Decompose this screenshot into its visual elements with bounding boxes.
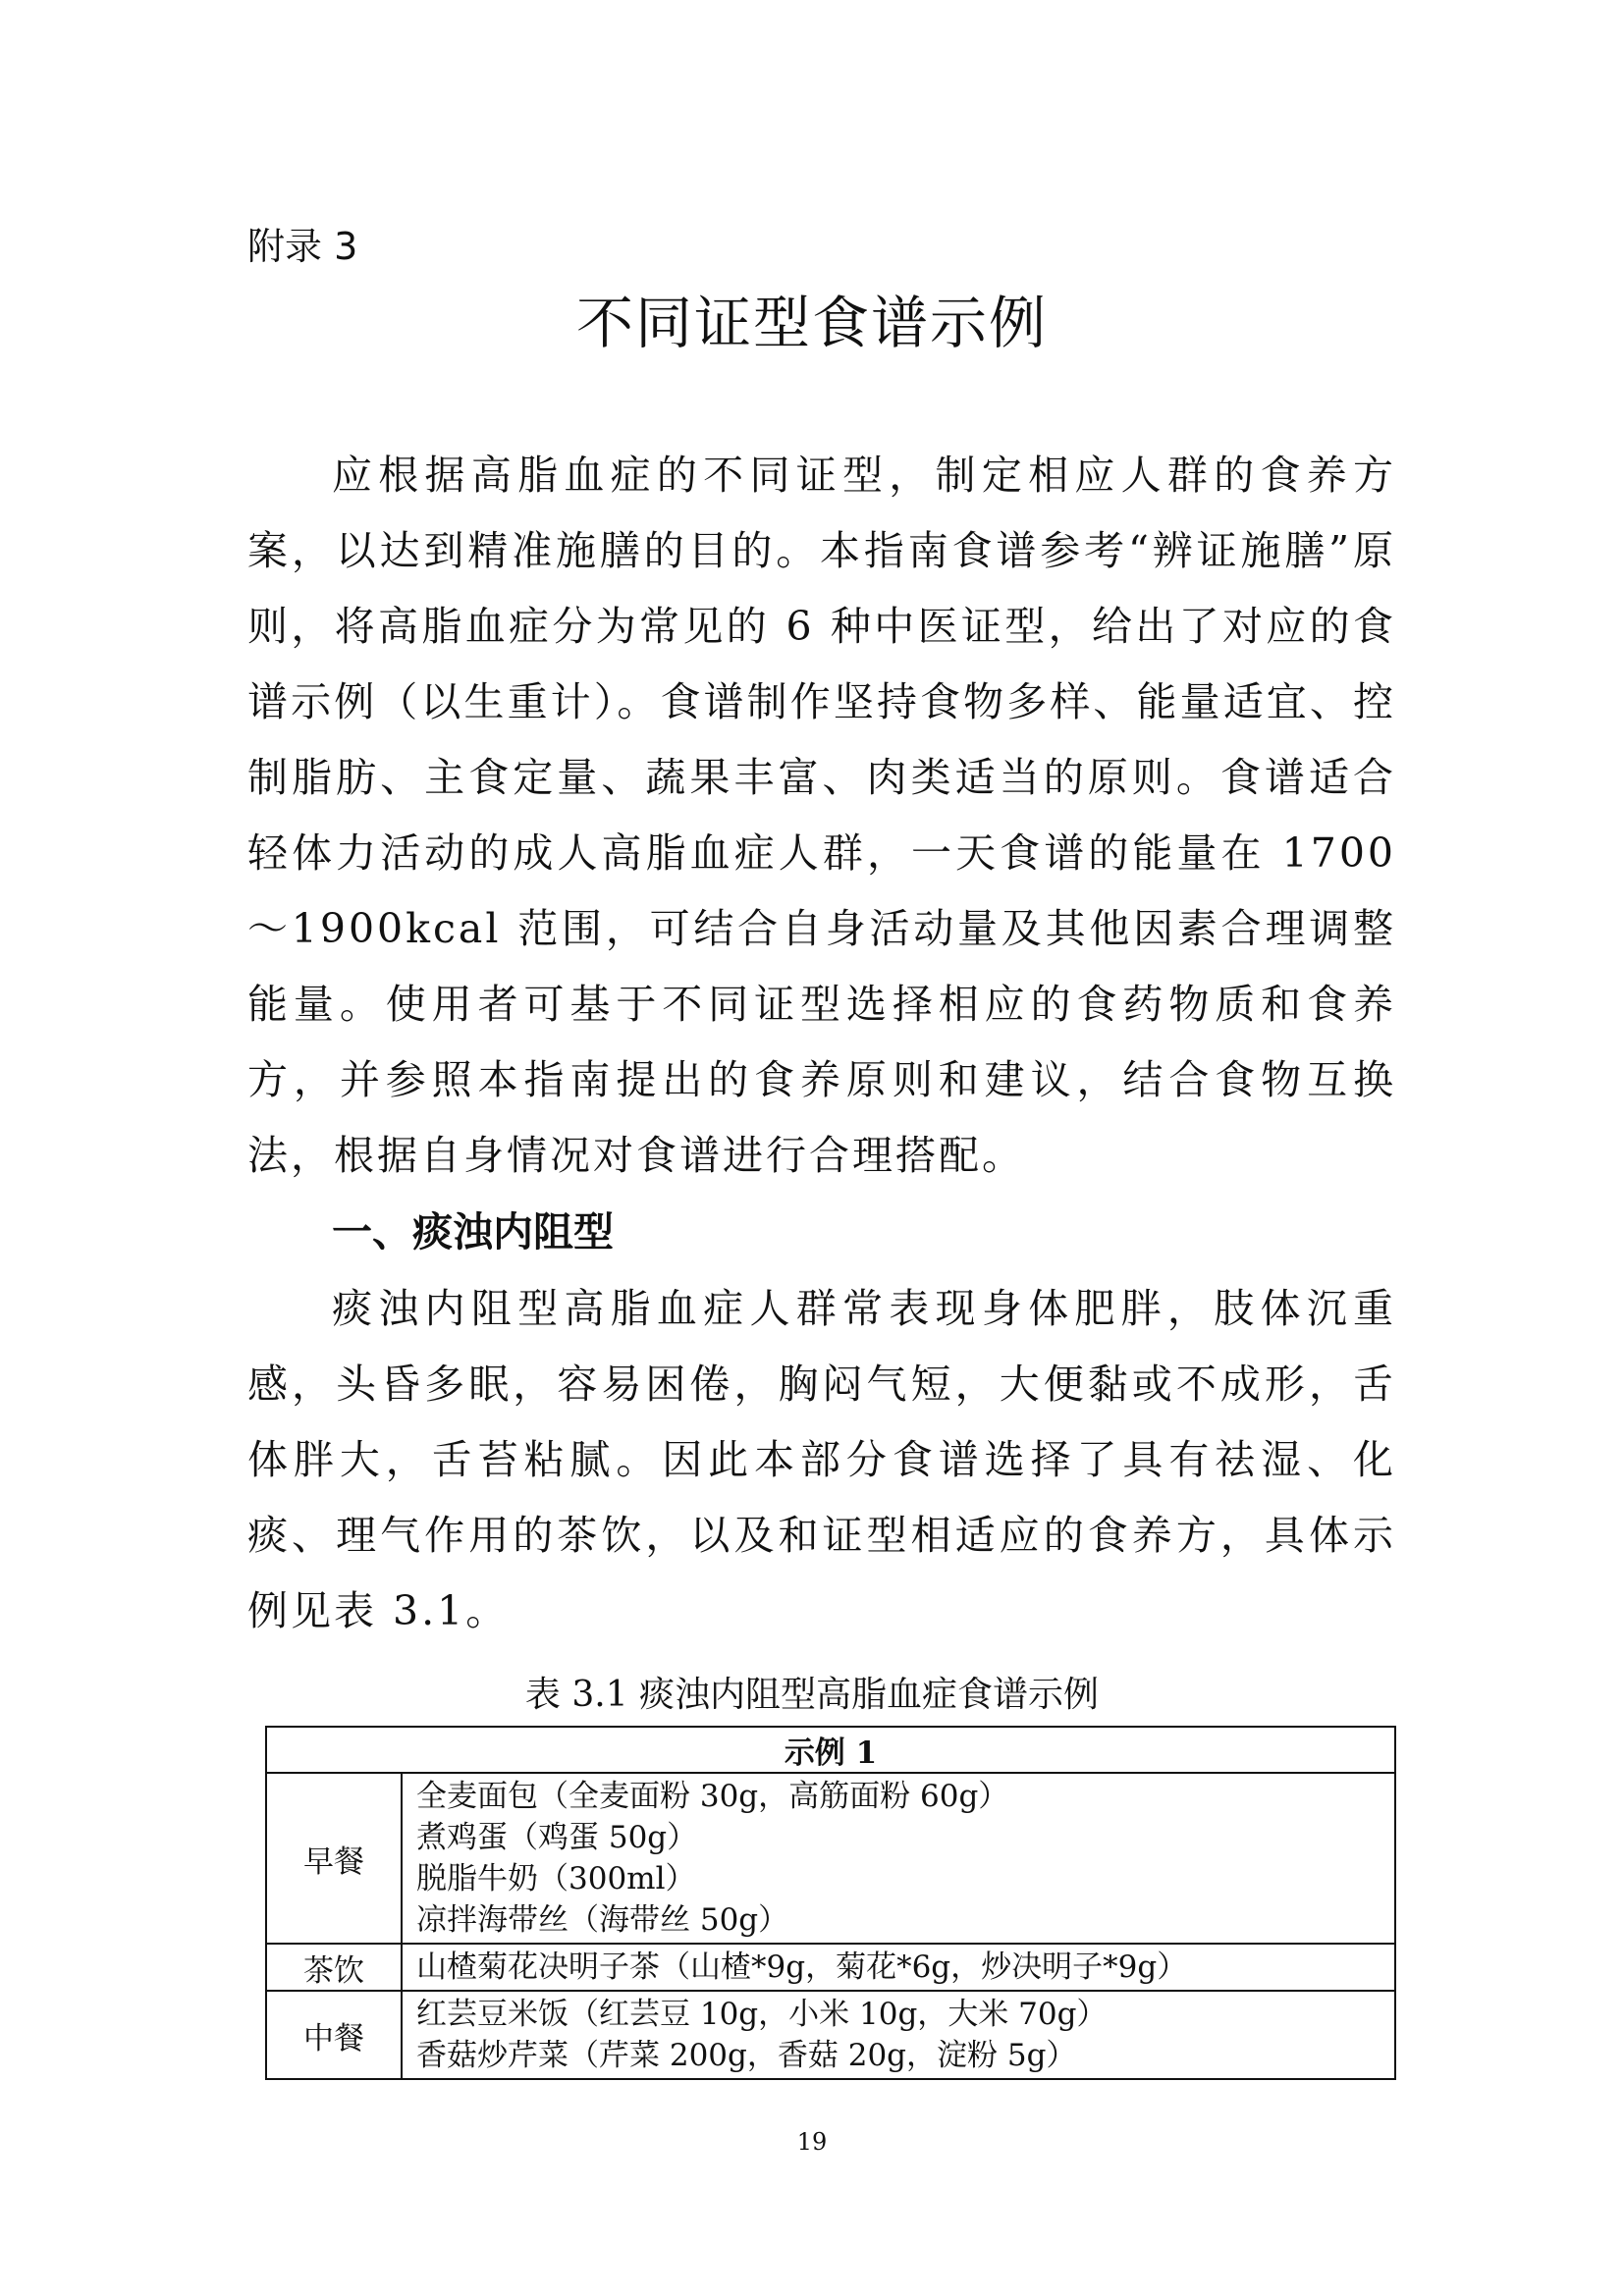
- meal-item: 香菇炒芹菜（芹菜 200g，香菇 20g，淀粉 5g）: [416, 2038, 1077, 2073]
- appendix-label: 附录 3: [247, 225, 358, 268]
- page-title: 不同证型食谱示例: [575, 290, 1048, 356]
- table-header-row: [266, 1727, 1395, 1773]
- meal-label-tea: 茶饮: [266, 1944, 402, 1991]
- meal-item: 山楂菊花决明子茶（山楂*9g，菊花*6g，炒决明子*9g）: [416, 1949, 1188, 1985]
- table-row: [266, 1944, 1395, 1991]
- table-caption: 表 3.1 痰浊内阻型高脂血症食谱示例: [524, 1675, 1100, 1715]
- meal-items-breakfast: [402, 1773, 1395, 1944]
- table-row: [266, 1773, 1395, 1944]
- example-header: 示例 1: [266, 1727, 1395, 1773]
- intro-paragraph: 应根据高脂血症的不同证型，制定相应人群的食养方案，以达到精准施膳的目的。本指南食谱参考“辨证施膳”原则，将高脂血症分为常见的 6 种中医证型，给出了对应的食谱示例（以生重计）。食谱制作坚持食物多样、能量适宜、控制脂肪、主食定量、蔬果丰富、肉类适当的原则。食谱适合轻体力活动的成人高脂血症人群，一天食谱的能量在 1700～1900kcal 范围，可结合自身活动量及其他因素合理调整能量。使用者可基于不同证型选择相应的食药物质和食养方，并参照本指南提出的食养原则和建议，结合食物互换法，根据自身情况对食谱进行合理搭配。: [247, 452, 1396, 1179]
- meal-label-lunch: 中餐: [266, 1991, 402, 2079]
- meal-item: 全麦面包（全麦面粉 30g，高筋面粉 60g）: [416, 1779, 1009, 1814]
- meal-items-lunch: [402, 1991, 1395, 2079]
- meal-item: 脱脂牛奶（300ml）: [416, 1861, 696, 1896]
- meal-item: 红芸豆米饭（红芸豆 10g，小米 10g，大米 70g）: [416, 1997, 1108, 2032]
- meal-label-breakfast: 早餐: [266, 1773, 402, 1944]
- meal-item: 凉拌海带丝（海带丝 50g）: [416, 1902, 789, 1938]
- table-row: [266, 1991, 1395, 2079]
- section-paragraph: 痰浊内阻型高脂血症人群常表现身体肥胖，肢体沉重感，头昏多眠，容易困倦，胸闷气短，大便黏或不成形，舌体胖大，舌苔粘腻。因此本部分食谱选择了具有祛湿、化痰、理气作用的茶饮，以及和证型相适应的食养方，具体示例见表 3.1。: [247, 1285, 1396, 1634]
- meal-items-tea: [402, 1944, 1395, 1991]
- recipe-table: [265, 1726, 1396, 2080]
- meal-item: 煮鸡蛋（鸡蛋 50g）: [416, 1820, 698, 1855]
- page-number: 19: [796, 2128, 828, 2156]
- section-heading: 一、痰浊内阻型: [332, 1208, 614, 1255]
